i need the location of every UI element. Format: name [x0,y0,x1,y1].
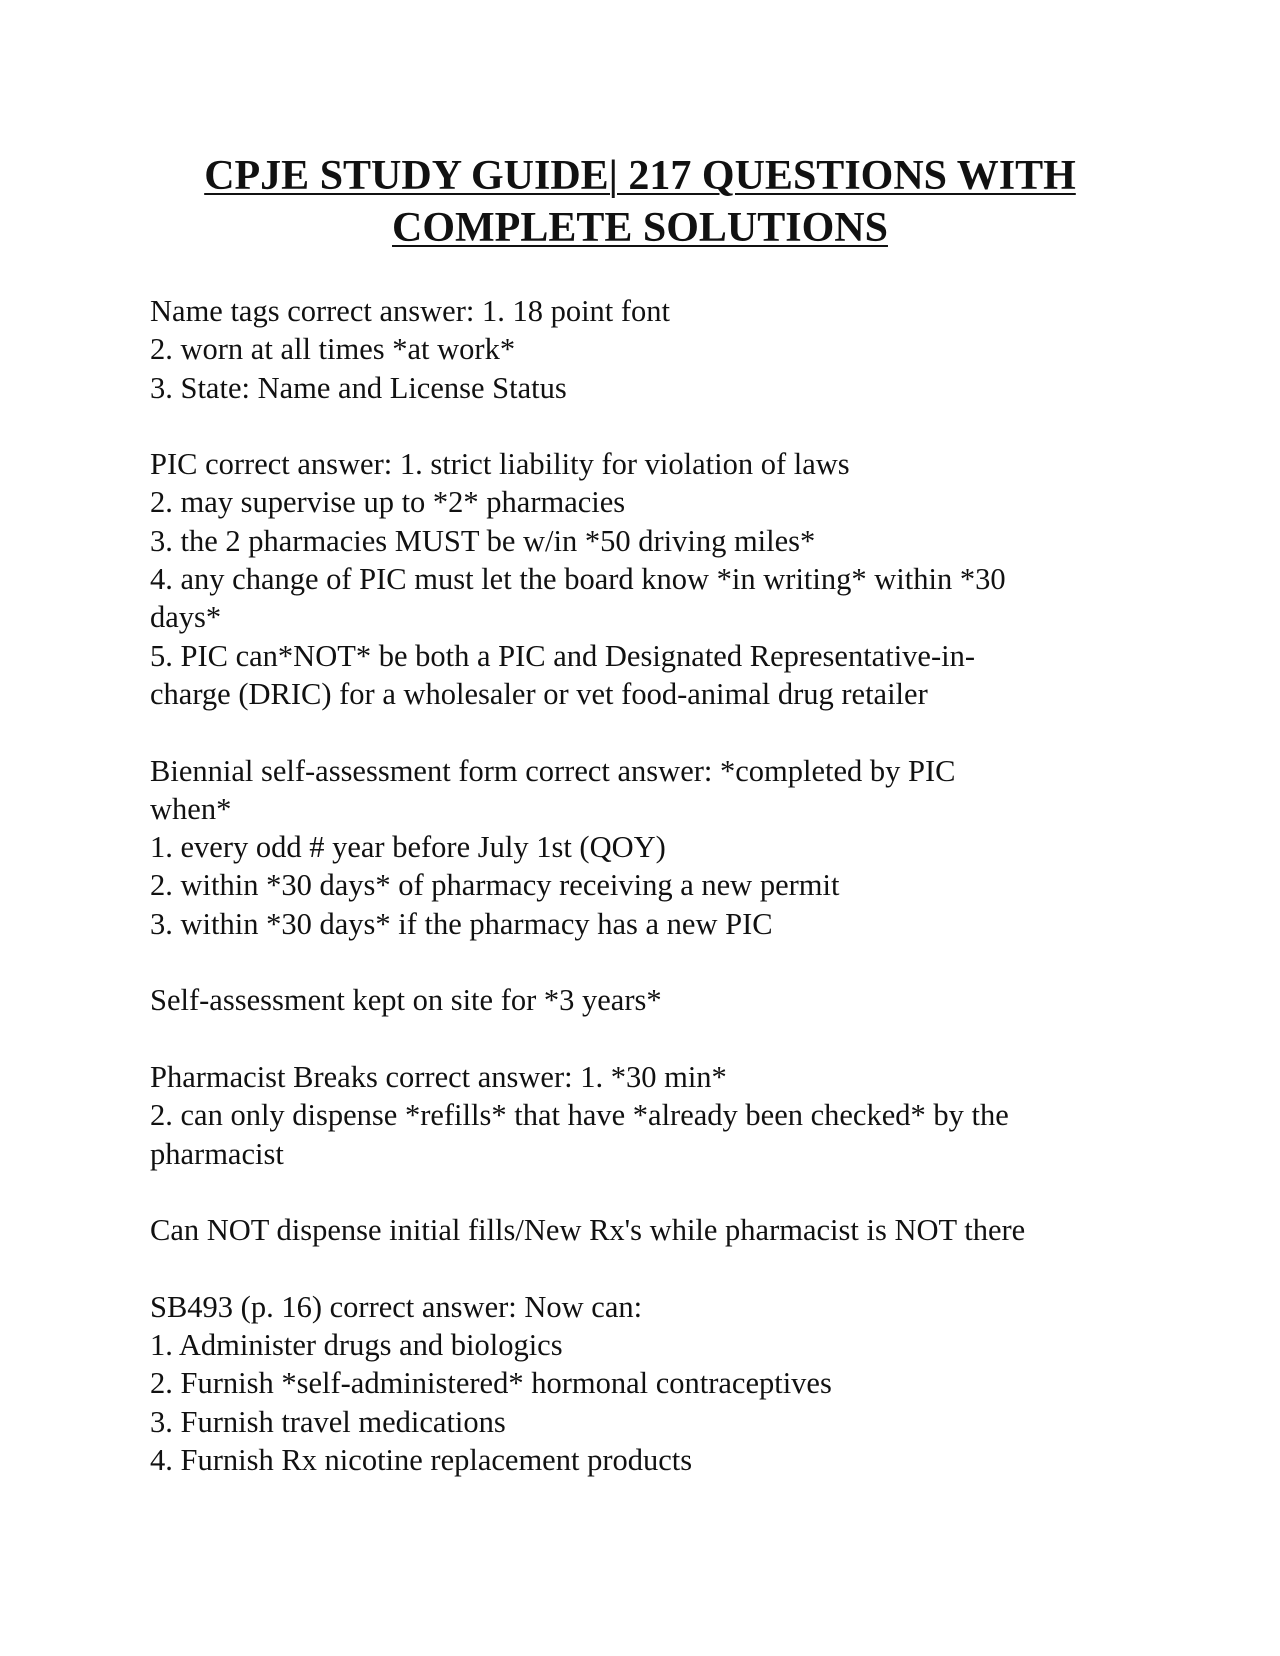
section-cannot-dispense [150,1211,1150,1249]
text-line: pharmacist [150,1136,284,1171]
text-line: 2. within *30 days* of pharmacy receiving a new permit [150,868,840,903]
text-line: 3. the 2 pharmacies MUST be w/in *50 driving miles* [150,523,816,558]
title-line-1: CPJE STUDY GUIDE| 217 QUESTIONS WITH [204,153,1076,199]
paragraph-gap [150,943,1150,981]
text-line: charge (DRIC) for a wholesaler or vet food-animal drug retailer [150,676,928,711]
text-line: days* [150,600,222,635]
text-line: 2. Furnish *self-administered* hormonal contraceptives [150,1366,832,1401]
text-line: 2. may supervise up to *2* pharmacies [150,485,626,520]
text-line: 4. Furnish Rx nicotine replacement products [150,1442,693,1477]
text-line: 4. any change of PIC must let the board know *in writing* within *30 [150,562,1006,597]
paragraph-gap [150,1249,1150,1287]
section-sb493 [150,1288,1150,1479]
paragraph-gap [150,407,1150,445]
text-line: 3. within *30 days* if the pharmacy has a new PIC [150,906,773,941]
text-line: Biennial self-assessment form correct answer: *completed by PIC [150,753,956,788]
text-line: 1. Administer drugs and biologics [150,1328,563,1363]
text-line: 3. State: Name and License Status [150,370,567,405]
text-line: 1. every odd # year before July 1st (QOY) [150,830,666,865]
text-line: Name tags correct answer: 1. 18 point font [150,294,671,328]
paragraph-gap [150,1020,1150,1058]
section-self-assessment-kept [150,981,1150,1019]
document-title [140,150,1140,254]
section-biennial-self-assessment [150,752,1150,943]
title-line-2: COMPLETE SOLUTIONS [392,205,888,251]
text-line: 5. PIC can*NOT* be both a PIC and Designated Representative-in- [150,638,975,673]
section-pic [150,445,1150,713]
text-line: Can NOT dispense initial fills/New Rx's while pharmacist is NOT there [150,1213,1026,1248]
text-line: 2. worn at all times *at work* [150,332,516,367]
paragraph-gap [150,1173,1150,1211]
text-line: PIC correct answer: 1. strict liability for violation of laws [150,447,850,482]
text-line: SB493 (p. 16) correct answer: Now can: [150,1289,643,1324]
section-pharmacist-breaks [150,1058,1150,1173]
text-line: 3. Furnish travel medications [150,1404,506,1439]
text-line: 2. can only dispense *refills* that have *already been checked* by the [150,1098,1009,1133]
text-line: when* [150,791,232,826]
document-body [150,292,1150,1479]
text-line: Self-assessment kept on site for *3 years* [150,983,662,1018]
paragraph-gap [150,713,1150,751]
section-name-tags [150,292,1150,407]
text-line: Pharmacist Breaks correct answer: 1. *30 min* [150,1059,727,1094]
